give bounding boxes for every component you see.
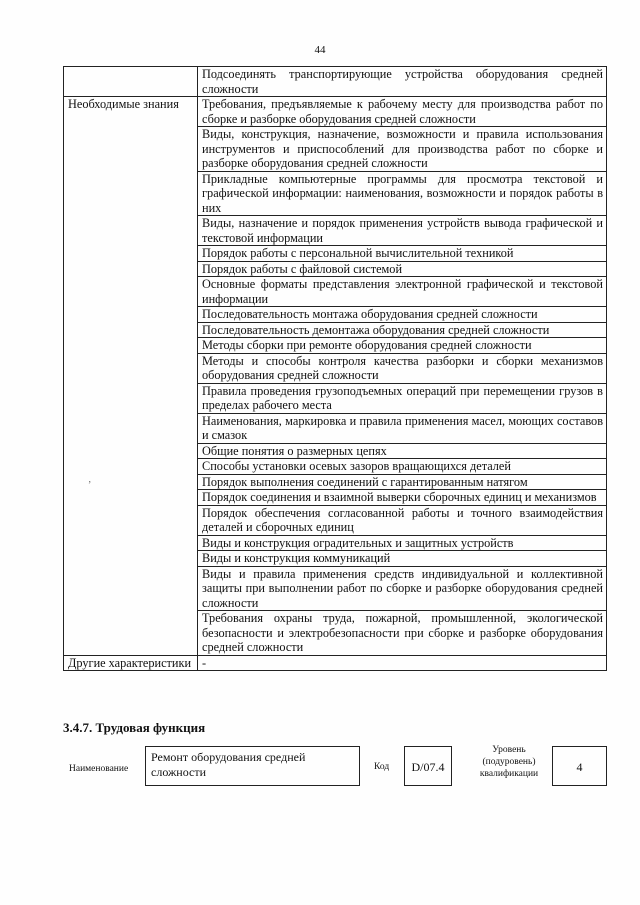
row-content: Порядок выполнения соединений с гарантированным натягом xyxy=(198,474,607,490)
level-label: Уровень (подуровень) квалификации xyxy=(479,745,539,779)
row-content: Виды, конструкция, назначение, возможности и правила использования инструментов и приспособлений для производства работ по сборке и разборке оборудования средней сложности xyxy=(198,127,607,172)
name-value: Ремонт оборудования средней сложности xyxy=(145,746,360,786)
row-label xyxy=(64,67,198,97)
row-content: Виды, назначение и порядок применения устройств вывода графической и текстовой информации xyxy=(198,216,607,246)
row-content: - xyxy=(198,655,607,671)
table-row xyxy=(64,97,607,127)
labor-function-header xyxy=(63,744,607,792)
stray-mark: ʼ xyxy=(88,480,92,491)
row-content: Виды и конструкция оградительных и защитных устройств xyxy=(198,535,607,551)
row-content: Последовательность монтажа оборудования средней сложности xyxy=(198,307,607,323)
row-label: Другие характеристики xyxy=(64,655,198,671)
row-content: Подсоединять транспортирующие устройства оборудования средней сложности xyxy=(198,67,607,97)
row-content: Последовательность демонтажа оборудования средней сложности xyxy=(198,322,607,338)
page-number: 44 xyxy=(314,44,326,56)
row-content: Требования охраны труда, пожарной, промышленной, экологической безопасности и электробезопасности при сборке и разборке оборудования средней сложности xyxy=(198,611,607,656)
level-value: 4 xyxy=(552,746,607,786)
row-content: Методы сборки при ремонте оборудования средней сложности xyxy=(198,338,607,354)
row-content: Виды и правила применения средств индивидуальной и коллективной защиты при выполнении работ по сборке и разборке оборудования средней сложности xyxy=(198,566,607,611)
row-content: Методы и способы контроля качества разборки и сборки механизмов оборудования средней сложности xyxy=(198,353,607,383)
row-content: Способы установки осевых зазоров вращающихся деталей xyxy=(198,459,607,475)
knowledge-table xyxy=(63,66,607,671)
row-content: Основные форматы представления электронной графической и текстовой информации xyxy=(198,277,607,307)
section-title: 3.4.7. Трудовая функция xyxy=(63,720,206,735)
row-content: Порядок соединения и взаимной выверки сборочных единиц и механизмов xyxy=(198,490,607,506)
table-row xyxy=(64,655,607,671)
row-content: Общие понятия о размерных цепях xyxy=(198,443,607,459)
row-content: Порядок работы с файловой системой xyxy=(198,261,607,277)
row-label: Необходимые знания xyxy=(64,97,198,656)
name-label: Наименование xyxy=(69,764,129,774)
row-content: Прикладные компьютерные программы для просмотра текстовой и графической информации: наименования, возможности и порядок работы в них xyxy=(198,171,607,216)
row-content: Наименования, маркировка и правила применения масел, моющих составов и смазок xyxy=(198,413,607,443)
table-row xyxy=(64,67,607,97)
row-content: Порядок работы с персональной вычислительной техникой xyxy=(198,246,607,262)
code-label: Код xyxy=(374,762,390,772)
row-content: Правила проведения грузоподъемных операций при перемещении грузов в пределах рабочего места xyxy=(198,383,607,413)
row-content: Порядок обеспечения согласованной работы и точного взаимодействия деталей и сборочных единиц xyxy=(198,505,607,535)
row-content: Виды и конструкция коммуникаций xyxy=(198,551,607,567)
code-value: D/07.4 xyxy=(404,746,452,786)
row-content: Требования, предъявляемые к рабочему месту для производства работ по сборке и разборке оборудования средней сложности xyxy=(198,97,607,127)
